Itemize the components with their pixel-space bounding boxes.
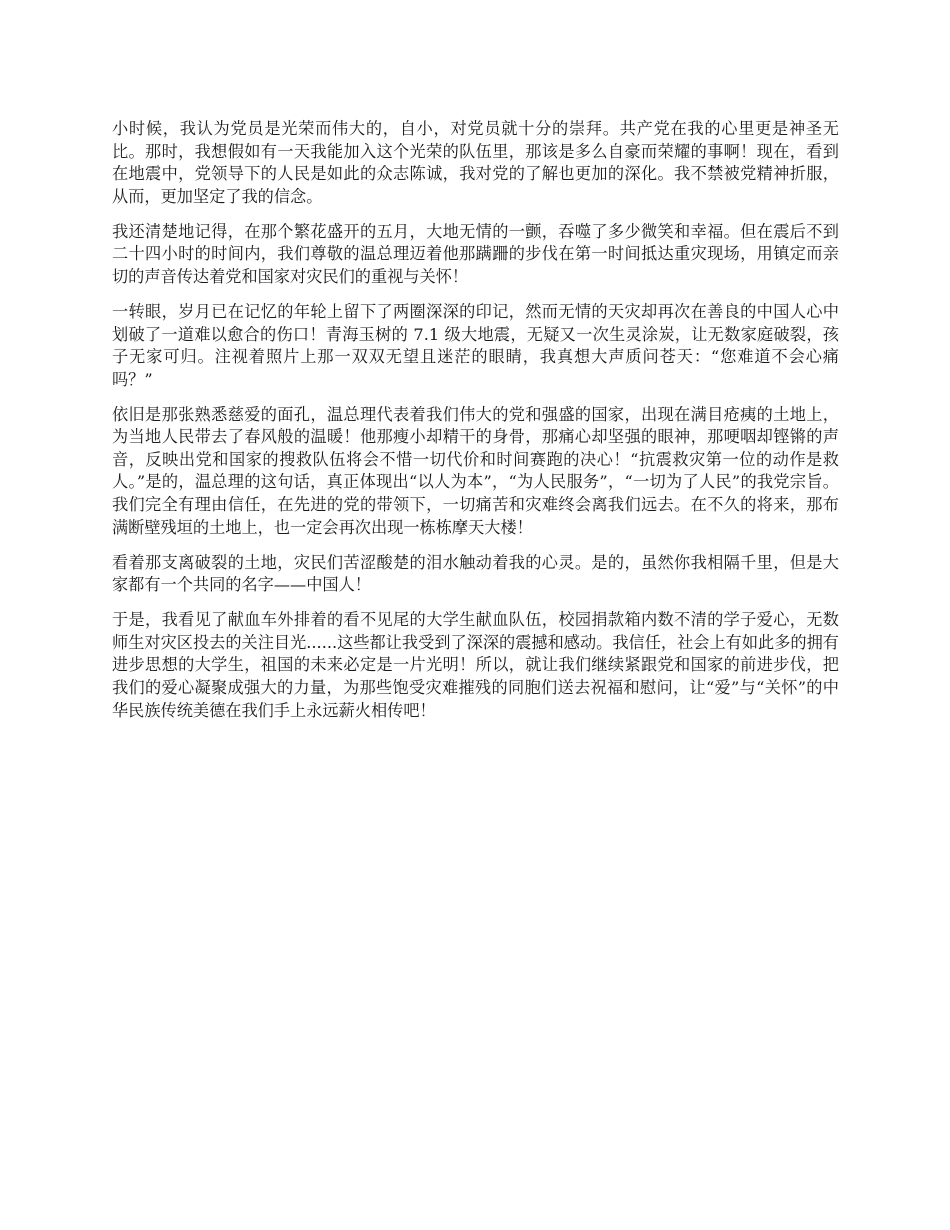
paragraph-5: 看着那支离破裂的土地，灾民们苦涩酸楚的泪水触动着我的心灵。是的，虽然你我相隔千里，但是大家都有一个共同的名字——中国人！ [112,552,839,595]
paragraph-6: 于是，我看见了献血车外排着的看不见尾的大学生献血队伍，校园捐款箱内数不清的学子爱心，无数师生对灾区投去的关注目光......这些都让我受到了深深的震撼和感动。我信任，社会上有如此多的拥有进步思想的大学生，祖国的未来必定是一片光明！所以，就让我们继续紧跟党和国家的前进步伐，把我们的爱心凝聚成强大的力量，为那些饱受灾难摧残的同胞们送去祝福和慰问，让“爱”与“关怀”的中华民族传统美德在我们手上永远薪火相传吧！ [112,610,839,720]
paragraph-2: 我还清楚地记得，在那个繁花盛开的五月，大地无情的一颤，吞噬了多少微笑和幸福。但在震后不到二十四小时的时间内，我们尊敬的温总理迈着他那蹒跚的步伐在第一时间抵达重灾现场，用镇定而亲切的声音传达着党和国家对灾民们的重视与关怀！ [112,221,839,286]
paragraph-1: 小时候，我认为党员是光荣而伟大的，自小，对党员就十分的崇拜。共产党在我的心里更是神圣无比。那时，我想假如有一天我能加入这个光荣的队伍里，那该是多么自豪而荣耀的事啊！现在，看到在地震中，党领导下的人民是如此的众志陈诚，我对党的了解也更加的深化。我不禁被党精神折服，从而，更加坚定了我的信念。 [112,119,839,206]
document-body [112,118,839,735]
paragraph-4: 依旧是那张熟悉慈爱的面孔，温总理代表着我们伟大的党和强盛的国家，出现在满目疮痍的土地上，为当地人民带去了春风般的温暖！他那瘦小却精干的身骨，那痛心却坚强的眼神，那哽咽却铿锵的声音，反映出党和国家的搜救队伍将会不惜一切代价和时间赛跑的决心！“抗震救灾第一位的动作是救人。”是的，温总理的这句话，真正体现出“以人为本”，“为人民服务”，“一切为了人民”的我党宗旨。我们完全有理由信任，在先进的党的带领下，一切痛苦和灾难终会离我们远去。在不久的将来，那布满断壁残垣的土地上，也一定会再次出现一栋栋摩天大楼！ [112,404,839,537]
paragraph-3: 一转眼，岁月已在记忆的年轮上留下了两圈深深的印记，然而无情的天灾却再次在善良的中国人心中划破了一道难以愈合的伤口！青海玉树的 7.1 级大地震，无疑又一次生灵涂炭，让无数家庭破裂，孩子无家可归。注视着照片上那一双双无望且迷茫的眼睛，我真想大声质问苍天：“您难道不会心痛吗？” [112,301,839,389]
